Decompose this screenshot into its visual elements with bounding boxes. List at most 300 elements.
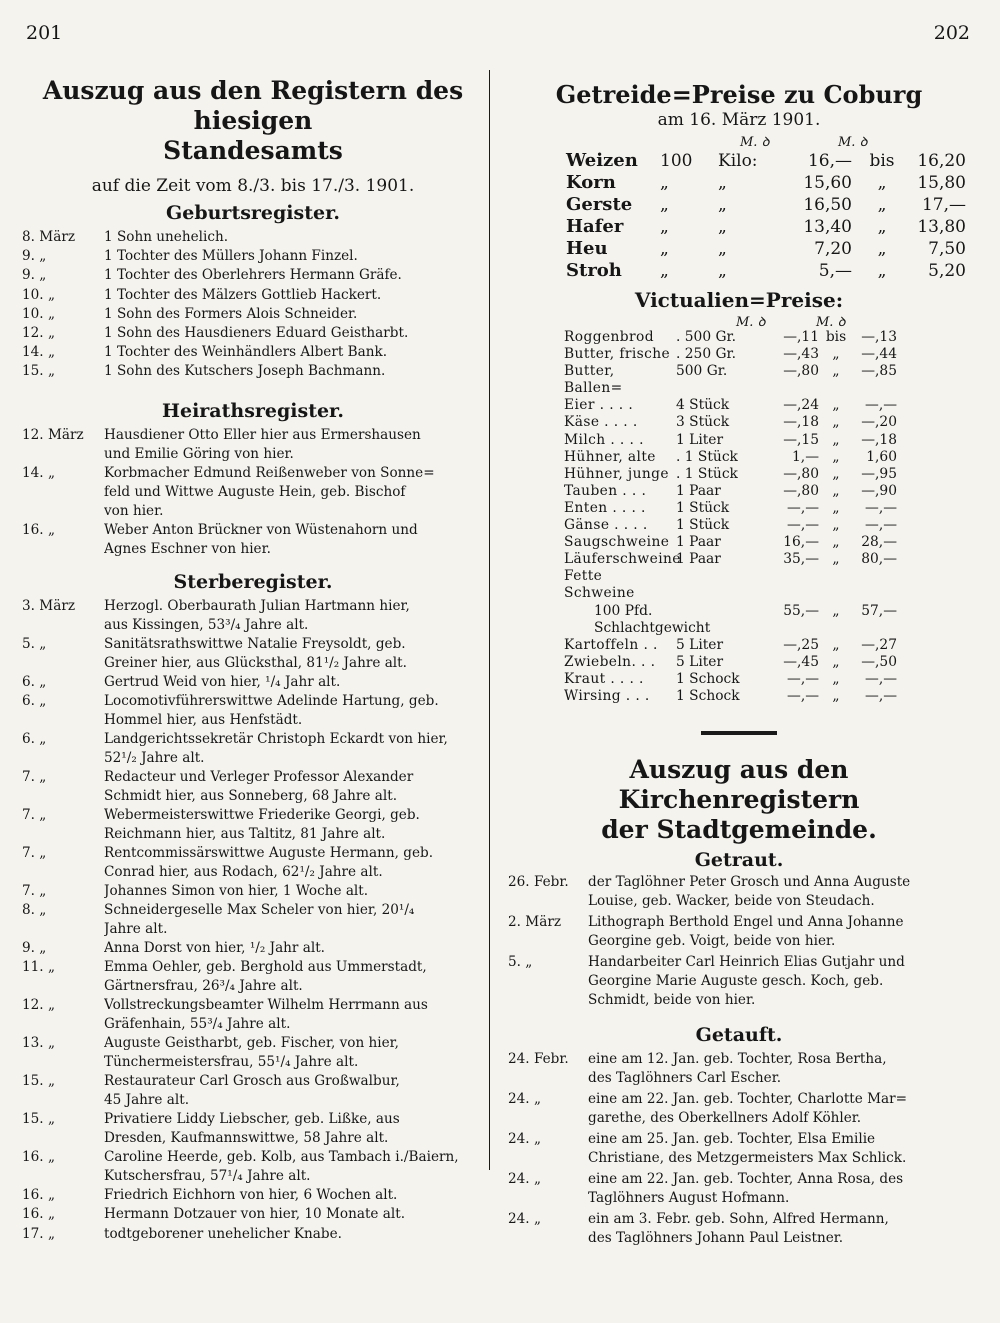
grain-row <box>566 216 970 238</box>
victual-q: 1 Paar <box>676 482 721 499</box>
register-entry <box>22 426 484 464</box>
victual-p: —,25 <box>783 636 819 653</box>
victual-p: —,45 <box>783 653 819 670</box>
victual-row <box>564 603 970 637</box>
entry-line: Schmidt, beide von hier. <box>588 992 756 1009</box>
entry-line: eine am 22. Jan. geb. Tochter, Charlotte Mar= <box>588 1091 908 1108</box>
victual-row <box>564 568 970 602</box>
entry-date: 6. „ <box>22 730 47 747</box>
victual-p2: —,— <box>865 517 897 534</box>
entry-line: Agnes Eschner von hier. <box>104 540 271 557</box>
grain-b: „ <box>877 239 887 259</box>
entry-text <box>104 464 484 521</box>
grain-u: „ <box>718 217 727 237</box>
grain-b: bis <box>869 151 895 171</box>
victual-row <box>564 517 970 534</box>
currency-mark-1: M. ꝺ <box>740 135 770 150</box>
victual-row <box>564 414 970 431</box>
victual-row <box>564 500 970 517</box>
grain-row <box>566 238 970 260</box>
victual-p2: 57,— <box>861 602 897 619</box>
grain-a: 16,— <box>807 151 852 171</box>
entry-line: des Taglöhners Carl Escher. <box>588 1070 782 1087</box>
entry-text <box>104 521 484 559</box>
entry-date: 7. „ <box>22 844 47 861</box>
register-entry <box>22 901 484 939</box>
entry-date: 10. „ <box>22 286 55 303</box>
victual-s: „ <box>832 363 840 380</box>
victual-p: —,— <box>787 517 819 534</box>
victual-p: —,80 <box>783 363 819 380</box>
entry-line: aus Kissingen, 53³/₄ Jahre alt. <box>104 616 309 633</box>
victual-row <box>564 534 970 551</box>
grain-q: 100 <box>660 151 693 171</box>
entry-date: 7. „ <box>22 806 47 823</box>
grain-q: „ <box>660 217 669 237</box>
grain-a: 7,20 <box>814 239 852 259</box>
register-entry <box>22 958 484 996</box>
grain-c: 13,80 <box>917 217 966 237</box>
grain-b: „ <box>877 261 887 281</box>
standesamt-title-line2: Standesamts <box>163 136 343 165</box>
register-entry <box>22 673 484 692</box>
entry-line: Vollstreckungsbeamter Wilhelm Herrmann aus <box>104 997 428 1014</box>
victual-s: „ <box>832 482 840 499</box>
entry-line: Webermeisterswittwe Friederike Georgi, geb. <box>104 806 420 823</box>
victual-n: Milch . . . . <box>564 431 644 448</box>
grain-q: „ <box>660 239 669 259</box>
victual-q <box>676 568 771 602</box>
entry-date: 16. „ <box>22 1187 55 1204</box>
register-entry <box>22 286 484 305</box>
sterberegister-list <box>22 597 484 1244</box>
victual-p2: —,27 <box>861 636 897 653</box>
entry-line: Restaurateur Carl Grosch aus Großwalbur, <box>104 1073 400 1090</box>
victual-p2: —,90 <box>861 482 897 499</box>
victual-row <box>564 432 970 449</box>
victual-s: „ <box>832 499 840 516</box>
register-entry <box>22 1148 484 1186</box>
entry-line: Gertrud Weid von hier, ¹/₄ Jahr alt. <box>104 673 341 690</box>
register-entry <box>22 692 484 730</box>
victualien-price-table <box>564 329 970 705</box>
victual-p2: —,— <box>865 687 897 704</box>
entry-date: 7. „ <box>22 768 47 785</box>
grain-b: „ <box>877 217 887 237</box>
entry-line: Landgerichtssekretär Christoph Eckardt von hier, <box>104 730 448 747</box>
getraut-heading: Getraut. <box>694 849 784 872</box>
victual-q: 1 Liter <box>676 431 724 448</box>
victual-row <box>564 397 970 414</box>
entry-date: 12. März <box>22 426 84 443</box>
grain-n: Stroh <box>566 260 622 281</box>
victual-s: „ <box>832 414 840 431</box>
victual-row <box>564 671 970 688</box>
entry-line: Schmidt hier, aus Sonneberg, 68 Jahre alt. <box>104 787 398 804</box>
grain-c: 5,20 <box>928 261 966 281</box>
victual-n: Hühner, alte <box>564 448 656 465</box>
entry-date: 5. „ <box>22 635 47 652</box>
register-entry <box>22 1110 484 1148</box>
entry-date: 16. „ <box>22 1149 55 1166</box>
grain-n: Hafer <box>566 216 624 237</box>
grain-q: „ <box>660 261 669 281</box>
entry-line: ein am 3. Febr. geb. Sohn, Alfred Hermann, <box>588 1211 889 1228</box>
victual-p: —,43 <box>783 346 819 363</box>
grain-row <box>566 194 970 216</box>
register-entry <box>22 464 484 521</box>
victual-p: —,18 <box>783 414 819 431</box>
page-number-left: 201 <box>26 22 63 44</box>
victual-p2 <box>853 568 897 602</box>
victual-row <box>564 346 970 363</box>
entry-line: Hommel hier, aus Henfstädt. <box>104 711 303 728</box>
entry-date: 9. „ <box>22 248 47 265</box>
grain-a: 16,50 <box>803 195 852 215</box>
victual-q: . 1 Stück <box>676 465 738 482</box>
victualien-title: Victualien=Preise: <box>634 288 844 312</box>
entry-date: 9. „ <box>22 267 47 284</box>
victual-p: —,80 <box>783 465 819 482</box>
entry-line: Weber Anton Brückner von Wüstenahorn und <box>104 521 418 538</box>
register-entry <box>22 1205 484 1224</box>
victual-p: 1,— <box>792 448 819 465</box>
victual-p: 35,— <box>783 551 819 568</box>
entry-line: Emma Oehler, geb. Berghold aus Ummerstadt, <box>104 959 427 976</box>
entry-date: 10. „ <box>22 305 55 322</box>
register-entry <box>22 1186 484 1205</box>
victual-n: Kraut . . . . <box>564 670 644 687</box>
register-entry <box>508 953 970 1010</box>
victual-s: bis <box>825 329 847 345</box>
entry-line: Privatiere Liddy Liebscher, geb. Lißke, aus <box>104 1111 400 1128</box>
victual-row <box>564 449 970 466</box>
register-entry <box>22 266 484 285</box>
entry-date: 2. März <box>508 914 561 931</box>
victual-q: 4 Stück <box>676 397 730 414</box>
grain-a: 13,40 <box>803 217 852 237</box>
standesamt-title-line1: Auszug aus den Registern des hiesigen <box>42 76 464 135</box>
register-entry <box>22 844 484 882</box>
victual-s: „ <box>832 687 840 704</box>
victual-p2: 80,— <box>861 551 897 568</box>
register-entry <box>22 939 484 958</box>
grain-n: Weizen <box>566 150 638 171</box>
victual-p: 16,— <box>783 534 819 551</box>
entry-line: der Taglöhner Peter Grosch und Anna Auguste <box>588 874 911 891</box>
victual-p2: —,— <box>865 499 897 516</box>
victual-currency-2: M. ꝺ <box>816 315 846 330</box>
victual-s: „ <box>832 653 840 670</box>
entry-date: 13. „ <box>22 1035 55 1052</box>
entry-date: 16. „ <box>22 1206 55 1223</box>
entry-text <box>588 1090 970 1128</box>
register-entry <box>22 343 484 362</box>
entry-date: 15. „ <box>22 363 55 380</box>
register-entry <box>508 1050 970 1088</box>
entry-text: 1 Tochter des Weinhändlers Albert Bank. <box>104 344 388 361</box>
grain-n: Gerste <box>566 194 633 215</box>
entry-date: 16. „ <box>22 521 55 538</box>
entry-line: eine am 12. Jan. geb. Tochter, Rosa Bertha, <box>588 1051 887 1068</box>
currency-header <box>508 132 970 150</box>
victual-n: Zwiebeln. . . <box>564 653 656 670</box>
victual-p2: —,— <box>865 397 897 414</box>
entry-date: 6. „ <box>22 692 47 709</box>
register-entry <box>22 768 484 806</box>
victual-p2: —,85 <box>861 363 897 380</box>
entry-text: 1 Tochter des Mälzers Gottlieb Hackert. <box>104 286 382 303</box>
entry-line: Hausdiener Otto Eller hier aus Ermershausen <box>104 426 421 443</box>
register-entry <box>22 882 484 901</box>
victual-p: —,80 <box>783 482 819 499</box>
victual-n: Käse . . . . <box>564 414 638 431</box>
entry-text <box>104 1205 484 1224</box>
victual-q: 1 Stück <box>676 499 730 516</box>
entry-text: 1 Tochter des Müllers Johann Finzel. <box>104 248 358 265</box>
victual-s <box>819 568 853 602</box>
register-entry <box>508 873 970 911</box>
entry-text <box>104 673 484 692</box>
getauft-list <box>508 1050 970 1248</box>
grain-b: „ <box>877 195 887 215</box>
entry-text <box>104 901 484 939</box>
entry-line: von hier. <box>104 502 164 519</box>
entry-date: 24. Febr. <box>508 1051 569 1068</box>
victual-p2: —,18 <box>861 431 897 448</box>
entry-line: Rentcommissärswittwe Auguste Hermann, geb. <box>104 844 434 861</box>
register-entry <box>22 1072 484 1110</box>
victual-q: . 500 Gr. <box>676 329 736 345</box>
grain-n: Heu <box>566 238 608 259</box>
entry-date: 17. „ <box>22 1225 55 1242</box>
victual-n: Eier . . . . <box>564 397 634 414</box>
entry-line: eine am 22. Jan. geb. Tochter, Anna Rosa, des <box>588 1171 904 1188</box>
entry-line: Tünchermeistersfrau, 55¹/₄ Jahre alt. <box>104 1054 359 1071</box>
entry-line: Schneidergeselle Max Scheler von hier, 20¹/₄ <box>104 902 415 919</box>
victual-s: „ <box>832 397 840 414</box>
right-column <box>508 80 970 1250</box>
victual-q: . 250 Gr. <box>676 346 736 363</box>
victual-p2: —,44 <box>861 346 897 363</box>
getauft-heading: Getauft. <box>695 1024 783 1047</box>
entry-date: 12. „ <box>22 325 55 342</box>
grain-row <box>566 260 970 282</box>
kirchenregister-title-line2: der Stadtgemeinde. <box>601 815 877 845</box>
victual-s: „ <box>832 465 840 482</box>
register-entry <box>22 1225 484 1244</box>
entry-text <box>104 882 484 901</box>
grain-a: 5,— <box>818 261 852 281</box>
victual-p2: —,50 <box>861 653 897 670</box>
register-entry <box>22 1034 484 1072</box>
grain-a: 15,60 <box>803 173 852 193</box>
register-entry <box>22 996 484 1034</box>
entry-text: 1 Sohn des Hausdieners Eduard Geistharbt. <box>104 325 409 342</box>
victual-q: 1 Schock <box>676 670 740 687</box>
entry-text <box>104 958 484 996</box>
victual-s: „ <box>832 534 840 551</box>
grain-u: Kilo: <box>718 151 758 171</box>
entry-line: Christiane, des Metzgermeisters Max Schlick. <box>588 1150 907 1167</box>
victual-p2: —,13 <box>861 329 897 345</box>
grain-u: „ <box>718 239 727 259</box>
entry-text <box>104 768 484 806</box>
victual-p2: —,— <box>865 670 897 687</box>
entry-date: 14. „ <box>22 344 55 361</box>
victual-s: „ <box>832 602 840 619</box>
entry-date: 26. Febr. <box>508 874 569 891</box>
victual-n: Hühner, junge <box>564 465 669 482</box>
heirathsregister-list <box>22 426 484 559</box>
victual-row <box>564 654 970 671</box>
left-column <box>22 76 484 1244</box>
column-divider <box>489 70 490 1170</box>
standesamt-subtitle: auf die Zeit vom 8./3. bis 17./3. 1901. <box>91 176 415 196</box>
victual-p: —,15 <box>783 431 819 448</box>
register-entry <box>508 913 970 951</box>
entry-line: Dresden, Kaufmannswittwe, 58 Jahre alt. <box>104 1130 389 1147</box>
entry-date: 6. „ <box>22 673 47 690</box>
entry-line: 52¹/₂ Jahre alt. <box>104 749 205 766</box>
kirchenregister-title-line1: Auszug aus den Kirchenregistern <box>618 755 860 815</box>
entry-line: Kutschersfrau, 57¹/₄ Jahre alt. <box>104 1168 311 1185</box>
victual-n: Fette Schweine <box>564 568 635 602</box>
entry-text <box>588 1130 970 1168</box>
victual-p2: 28,— <box>861 534 897 551</box>
victual-n: Enten . . . . <box>564 499 646 516</box>
heirathsregister-heading: Heirathsregister. <box>162 399 344 422</box>
victual-q: 1 Paar <box>676 534 721 551</box>
entry-line: Sanitätsrathswittwe Natalie Freysoldt, geb. <box>104 635 406 652</box>
grain-c: 17,— <box>921 195 966 215</box>
grain-u: „ <box>718 195 727 215</box>
entry-date: 15. „ <box>22 1073 55 1090</box>
victual-p2: 1,60 <box>866 448 897 465</box>
victual-p: —,— <box>787 499 819 516</box>
entry-line: Locomotivführerswittwe Adelinde Hartung, geb. <box>104 692 439 709</box>
entry-text <box>104 730 484 768</box>
victual-q: 1 Stück <box>676 517 730 534</box>
entry-line: Hermann Dotzauer von hier, 10 Monate alt. <box>104 1206 406 1223</box>
victual-n: Wirsing . . . <box>564 687 650 704</box>
entry-line: Georgine Marie Auguste gesch. Koch, geb. <box>588 973 884 990</box>
victual-n: Kartoffeln . . <box>564 636 658 653</box>
victual-p: 55,— <box>783 602 819 619</box>
entry-date: 24. „ <box>508 1211 541 1228</box>
victual-p: —,11 <box>783 329 819 345</box>
getreide-date: am 16. März 1901. <box>657 110 821 130</box>
grain-row <box>566 172 970 194</box>
victual-q: 100 Pfd. Schlachtgewicht <box>594 602 711 636</box>
section-rule <box>701 731 777 735</box>
entry-date: 3. März <box>22 597 75 614</box>
register-entry <box>22 597 484 635</box>
victual-q: 3 Stück <box>676 414 730 431</box>
entry-text <box>104 1225 484 1244</box>
entry-text <box>104 1110 484 1148</box>
register-entry <box>22 362 484 381</box>
entry-line: Louise, geb. Wacker, beide von Steudach. <box>588 893 875 910</box>
entry-date: 8. „ <box>22 902 47 919</box>
entry-text <box>588 953 970 1010</box>
register-entry <box>22 324 484 343</box>
register-entry <box>508 1130 970 1168</box>
grain-c: 7,50 <box>928 239 966 259</box>
victual-s: „ <box>832 517 840 534</box>
victual-p2: —,95 <box>861 465 897 482</box>
victual-row <box>564 466 970 483</box>
entry-line: Gärtnersfrau, 26³/₄ Jahre alt. <box>104 978 303 995</box>
entry-line: Lithograph Berthold Engel und Anna Johanne <box>588 914 904 931</box>
victual-p: —,24 <box>783 397 819 414</box>
victual-p2: —,20 <box>861 414 897 431</box>
entry-text <box>104 1034 484 1072</box>
victual-row <box>564 551 970 568</box>
victual-n <box>564 603 594 637</box>
entry-line: 45 Jahre alt. <box>104 1092 190 1109</box>
entry-text <box>588 1050 970 1088</box>
grain-b: „ <box>877 173 887 193</box>
victual-p: —,— <box>787 687 819 704</box>
entry-line: feld und Wittwe Auguste Hein, geb. Bischof <box>104 483 406 500</box>
victual-currency-1: M. ꝺ <box>736 315 766 330</box>
victual-q: 1 Paar <box>676 551 721 568</box>
entry-text <box>104 806 484 844</box>
geburtsregister-heading: Geburtsregister. <box>166 202 340 224</box>
victual-q: 5 Liter <box>676 636 724 653</box>
victual-s: „ <box>832 551 840 568</box>
entry-text: 1 Sohn des Kutschers Joseph Bachmann. <box>104 363 386 380</box>
victual-n: Gänse . . . . <box>564 517 648 534</box>
entry-date: 11. „ <box>22 959 55 976</box>
victual-s: „ <box>832 636 840 653</box>
register-entry <box>22 806 484 844</box>
grain-row <box>566 150 970 172</box>
entry-date: 14. „ <box>22 464 55 481</box>
entry-line: eine am 25. Jan. geb. Tochter, Elsa Emilie <box>588 1131 876 1148</box>
entry-line: Georgine geb. Voigt, beide von hier. <box>588 933 836 950</box>
entry-line: todtgeborener unehelicher Knabe. <box>104 1225 342 1242</box>
entry-text <box>104 1148 484 1186</box>
register-entry <box>22 635 484 673</box>
page-number-right: 202 <box>933 22 970 44</box>
entry-line: Friedrich Eichhorn von hier, 6 Wochen alt. <box>104 1187 398 1204</box>
victual-n: Roggenbrod <box>564 329 654 345</box>
entry-line: Caroline Heerde, geb. Kolb, aus Tambach i./Baiern, <box>104 1149 459 1166</box>
currency-mark-2: M. ꝺ <box>838 135 868 150</box>
entry-date: 15. „ <box>22 1111 55 1128</box>
grain-c: 15,80 <box>917 173 966 193</box>
entry-text <box>104 597 484 635</box>
entry-line: Gräfenhain, 55³/₄ Jahre alt. <box>104 1016 291 1033</box>
register-entry <box>22 521 484 559</box>
register-entry <box>22 730 484 768</box>
victual-row <box>564 688 970 705</box>
entry-line: Jahre alt. <box>104 921 168 938</box>
entry-text <box>104 1186 484 1205</box>
register-entry <box>22 305 484 324</box>
entry-line: Johannes Simon von hier, 1 Woche alt. <box>104 882 369 899</box>
entry-text <box>104 635 484 673</box>
geburtsregister-list <box>22 228 484 382</box>
grain-q: „ <box>660 173 669 193</box>
entry-line: Anna Dorst von hier, ¹/₂ Jahr alt. <box>104 940 325 957</box>
victual-currency-header <box>564 312 970 329</box>
entry-text <box>104 426 484 464</box>
grain-u: „ <box>718 261 727 281</box>
victual-q: 500 Gr. <box>676 363 728 380</box>
